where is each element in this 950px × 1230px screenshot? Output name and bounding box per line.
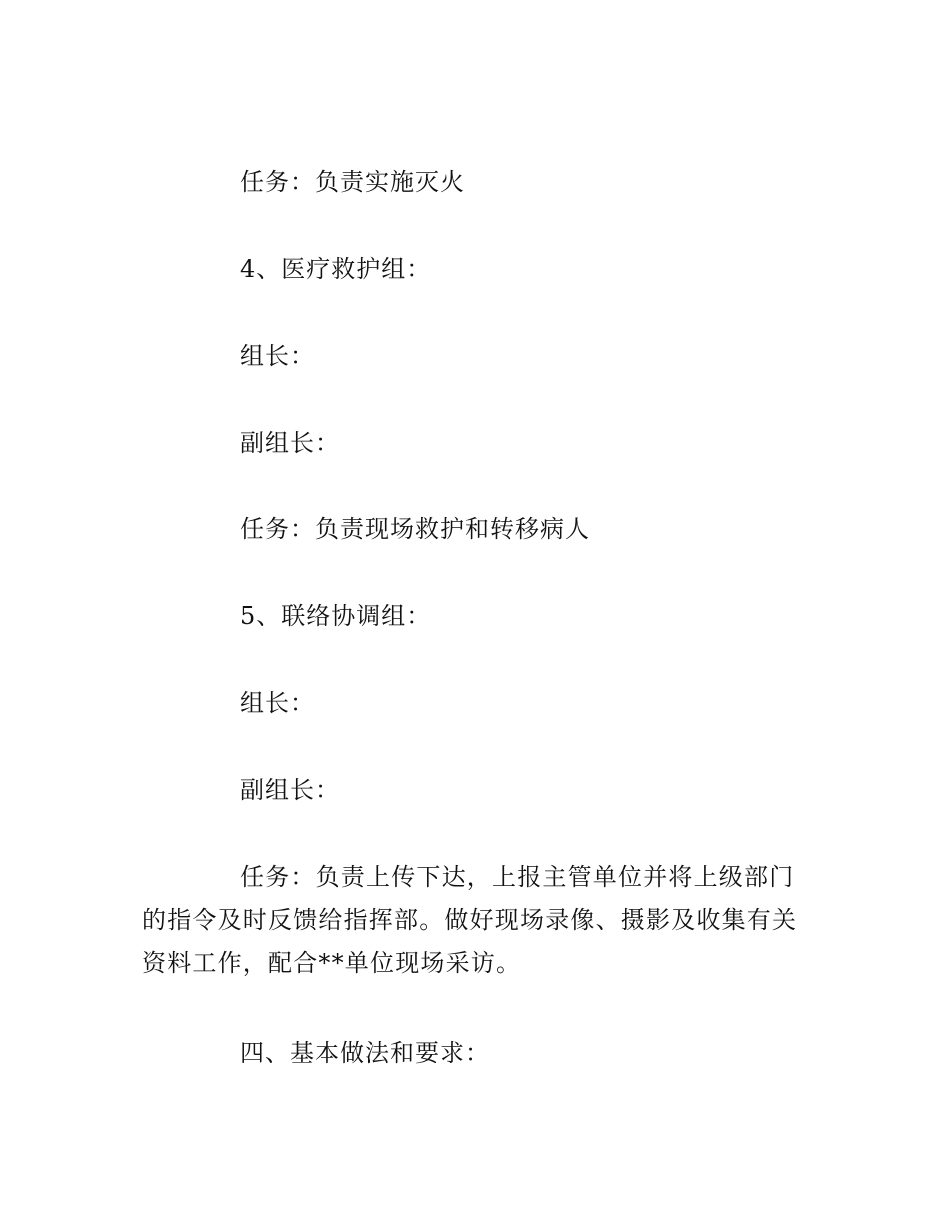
medical-group-deputy-leader: 副组长： [240, 429, 340, 457]
medical-rescue-group-heading: 4、医疗救护组： [240, 255, 432, 283]
task-fire-fighting: 任务：负责实施灭火 [240, 168, 465, 196]
liaison-group-leader: 组长： [240, 689, 315, 717]
liaison-group-heading: 5、联络协调组： [240, 602, 432, 630]
task-liaison-paragraph: 任务：负责上传下达，上报主管单位并将上级部门的指令及时反馈给指挥部。做好现场录像、摄影及收集有关资料工作，配合**单位现场采访。 [142, 863, 798, 977]
medical-group-leader: 组长： [240, 342, 315, 370]
section-four-heading: 四、基本做法和要求： [240, 1039, 490, 1067]
task-medical-rescue: 任务：负责现场救护和转移病人 [240, 515, 590, 543]
liaison-group-deputy-leader: 副组长： [240, 776, 340, 804]
